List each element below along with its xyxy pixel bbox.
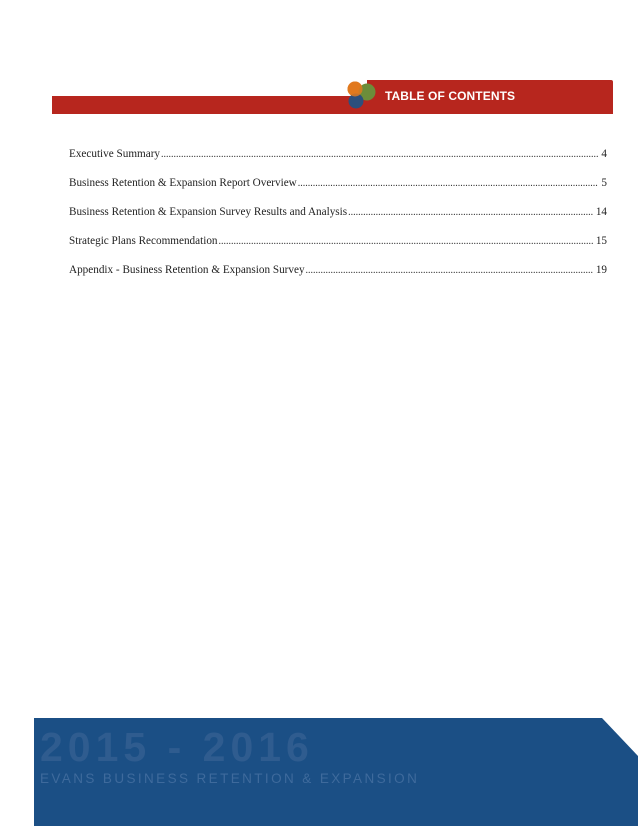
page-title: TABLE OF CONTENTS [385, 89, 516, 103]
toc-entry-title: Appendix - Business Retention & Expansion Survey [69, 264, 305, 276]
toc-entry-strategic-plans[interactable] [69, 235, 607, 264]
toc-entry-title: Strategic Plans Recommendation [69, 235, 218, 247]
three-circles-logo-icon [344, 80, 380, 110]
toc-dot-leader [298, 178, 599, 189]
toc-entry-survey-results[interactable] [69, 206, 607, 235]
toc-dot-leader [219, 236, 593, 247]
toc-entry-appendix[interactable] [69, 264, 607, 293]
footer-subtitle: EVANS BUSINESS RETENTION & EXPANSION [40, 771, 420, 786]
toc-entry-title: Executive Summary [69, 148, 161, 160]
toc-page-number: 14 [595, 206, 607, 218]
table-of-contents [69, 148, 607, 293]
toc-page-number: 5 [601, 177, 607, 189]
toc-page-number: 19 [595, 264, 607, 276]
toc-dot-leader [348, 207, 593, 218]
toc-entry-executive-summary[interactable] [69, 148, 607, 177]
toc-dot-leader [161, 149, 598, 160]
toc-page-number: 4 [601, 148, 607, 160]
footer-years: 2015 - 2016 [40, 724, 314, 770]
toc-page-number: 15 [595, 235, 607, 247]
toc-entry-report-overview[interactable] [69, 177, 607, 206]
toc-dot-leader [306, 265, 593, 276]
toc-entry-title: Business Retention & Expansion Survey Results and Analysis [69, 206, 348, 218]
toc-entry-title: Business Retention & Expansion Report Overview [69, 177, 297, 189]
